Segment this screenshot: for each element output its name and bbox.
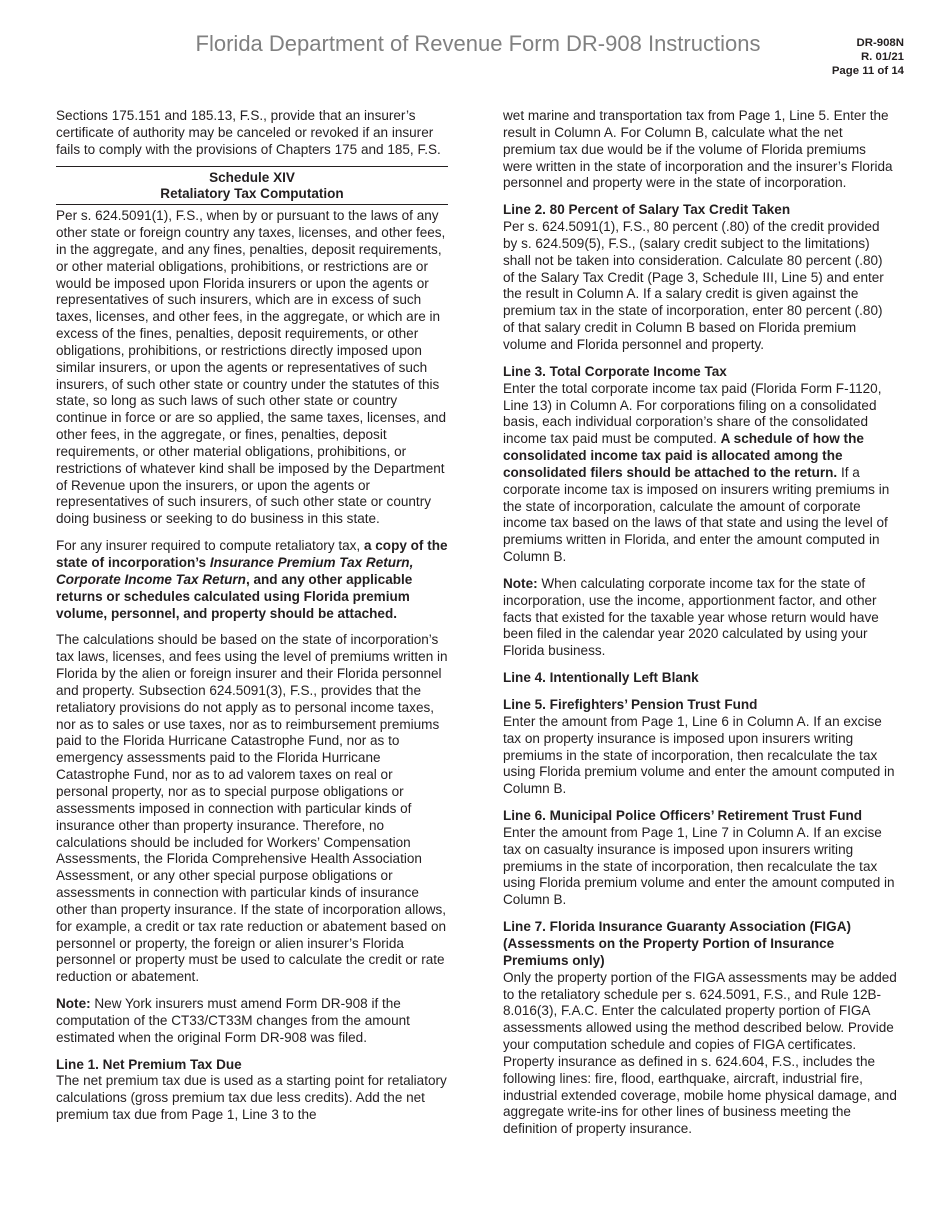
line1-heading: Line 1. Net Premium Tax Due [56, 1056, 242, 1072]
form-revision: R. 01/21 [860, 51, 904, 63]
schedule-heading [56, 166, 448, 206]
attachment-paragraph [56, 538, 448, 622]
attachment-text: For any insurer required to compute retaliatory tax, [56, 538, 364, 554]
line3-bold: A schedule of how the consolidated income tax paid is allocated among the consolidated filers should be attached to the return. [503, 431, 864, 480]
attachment-bold-1: a copy of the state of incorporation’s [56, 538, 448, 570]
note-text: When calculating corporate income tax for the state of incorporation, use the income, apportionment factor, and other facts that existed for the taxable year whose return would have been filed in the calendar year 2020 calculated by using your Florida business. [503, 575, 879, 659]
line6-text: Enter the amount from Page 1, Line 7 in Column A. If an excise tax on casualty insurance is imposed upon insurers writing premiums in the state of incorporation, then recalculate the tax using Florida premium volume and enter the amount computed in Column B. [503, 824, 895, 908]
note-text: New York insurers must amend Form DR-908 if the computation of the CT33/CT33M changes from the amount estimated when the original Form DR-908 was filed. [56, 996, 410, 1045]
line7-heading: Line 7. Florida Insurance Guaranty Association (FIGA) (Assessments on the Property Portion of Insurance Premiums only) [503, 919, 852, 968]
attachment-bold-2: , and any other applicable returns or schedules calculated using Florida premium volume, personnel, and property should be attached. [56, 571, 413, 621]
attachment-bold-italic: Insurance Premium Tax Return, Corporate Income Tax Return [56, 555, 414, 587]
form-number: DR-908N [856, 37, 904, 49]
right-column [503, 108, 897, 1138]
line3-text-1: Enter the total corporate income tax paid (Florida Form F-1120, Line 13) in Column A. For corporations filing on a consolidated basis, each individual corporation’s share of the consolidated income tax paid must be computed. [503, 380, 882, 447]
line4-heading: Line 4. Intentionally Left Blank [503, 670, 699, 686]
income-tax-note [503, 576, 897, 660]
page-title: Florida Department of Revenue Form DR-908 Instructions [195, 31, 761, 56]
line3-text-2: If a corporate income tax is imposed on insurers writing premiums in the state of incorporation, calculate the amount of corporate income tax based on the laws of that state and using the level of premiums written in Florida, and enter the amount computed in Column B. [503, 464, 890, 565]
line5-heading: Line 5. Firefighters’ Pension Trust Fund [503, 697, 758, 712]
intro-paragraph: Sections 175.151 and 185.13, F.S., provide that an insurer’s certificate of authority may be canceled or revoked if an insurer fails to comply with the provisions of Chapters 175 and 185, F.S. [56, 108, 441, 157]
ny-note [56, 996, 448, 1047]
left-column [56, 108, 448, 1124]
schedule-subtitle: Retaliatory Tax Computation [160, 185, 344, 201]
line1-text: The net premium tax due is used as a starting point for retaliatory calculations (gross premium tax due less credits). Add the net premium tax due from Page 1, Line 3 to the [56, 1073, 447, 1123]
form-meta [832, 36, 904, 78]
line3-text [503, 381, 897, 566]
line2-heading: Line 2. 80 Percent of Salary Tax Credit Taken [503, 202, 791, 218]
line5-text: Enter the amount from Page 1, Line 6 in Column A. If an excise tax on property insurance is imposed upon insurers writing premiums in the state of incorporation, then recalculate the tax using Florida premium volume and enter the amount computed in Column B. [503, 713, 895, 797]
line7-text: Only the property portion of the FIGA assessments may be added to the retaliatory schedule per s. 624.5091, F.S., and Rule 12B-8.016(3), F.A.C. Enter the calculated property portion of FIGA assessments allowed using the method described below. Provide your computation schedule and copies of FIGA certificates. Property insurance as defined in s. 624.604, F.S., includes the following lines: fire, flood, earthquake, aircraft, industrial fire, industrial extended coverage, mobile home physical damage, and aggregate write-ins for other lines of business meeting the definition of property insurance. [503, 969, 897, 1137]
line3-heading: Line 3. Total Corporate Income Tax [503, 363, 727, 379]
retaliatory-paragraph: Per s. 624.5091(1), F.S., when by or pursuant to the laws of any other state or foreign country any taxes, licenses, and other fees, in the aggregate, and any fines, penalties, deposit requirements, or other material obligations, prohibitions, or restrictions are or would be imposed upon Florida insurers or upon the agents or representatives of such insurers, which are in excess of such taxes, licenses, and other fees, in the aggregate, or which are in excess of the fines, penalties, deposit requirements, or other obligations, prohibitions, or restrictions directly imposed upon similar insurers, or upon the agents or representatives of such insurers, of such other state or country under the statutes of this state, so long as such laws of such other state or country continue in force or are so applied, the same taxes, licenses, and other fees, in the aggregate, or fines, penalties, deposit requirements, or other material obligations, prohibitions, or restrictions of whatever kind shall be imposed by the Department of Revenue upon the insurers, or upon the agents or representatives of such insurers, of such other state or country doing business or seeking to do business in this state. [56, 208, 447, 527]
note-label: Note: [503, 575, 538, 591]
note-label: Note: [56, 996, 91, 1012]
calculations-paragraph: The calculations should be based on the state of incorporation’s tax laws, licenses, and fees using the level of premiums written in Florida by the alien or foreign insurer and their Florida personnel and property. Subsection 624.5091(3), F.S., provides that the retaliatory provisions do not apply as to personal income taxes, nor as to sales or use taxes, nor as to reimbursement premiums paid to the Florida Hurricane Catastrophe Fund, nor as to emergency assessments paid to the Florida Hurricane Catastrophe Fund, nor as to ad valorem taxes on real or personal property, nor as to special purpose obligations or assessments imposed in connection with particular kinds of insurance other than property insurance. Therefore, no calculations should be included for Workers’ Compensation Assessments, the Florida Comprehensive Health Association Assessment, or any other special purpose obligations or assessments in connection with particular kinds of insurance other than property insurance. If the state of incorporation allows, for example, a credit or tax rate reduction or abatement based on personnel or property, the foreign or alien insurer’s Florida personnel or property must be used to calculate the credit or rate reduction or abatement. [56, 632, 448, 985]
schedule-title: Schedule XIV [209, 169, 295, 185]
line2-text: Per s. 624.5091(1), F.S., 80 percent (.80) of the credit provided by s. 624.509(5), F.S., (salary credit subject to the limitations) shall not be taken into consideration. Calculate 80 percent (.80) of the Salary Tax Credit (Page 3, Schedule III, Line 5) and enter the result in Column A. If a salary credit is given against the premium tax in the state of incorporation, enter 80 percent (.80) of that salary credit in Column B based on Florida premium volume and Florida personnel and property. [503, 219, 884, 352]
line1-continued: wet marine and transportation tax from Page 1, Line 5. Enter the result in Column A. For Column B, calculate what the net premium tax due would be if the volume of Florida premiums were written in the state of incorporation and the insurer’s Florida personnel and property were in the state of incorporation. [503, 108, 893, 191]
page-number: Page 11 of 14 [831, 65, 904, 77]
line6-heading: Line 6. Municipal Police Officers’ Retirement Trust Fund [503, 808, 863, 824]
